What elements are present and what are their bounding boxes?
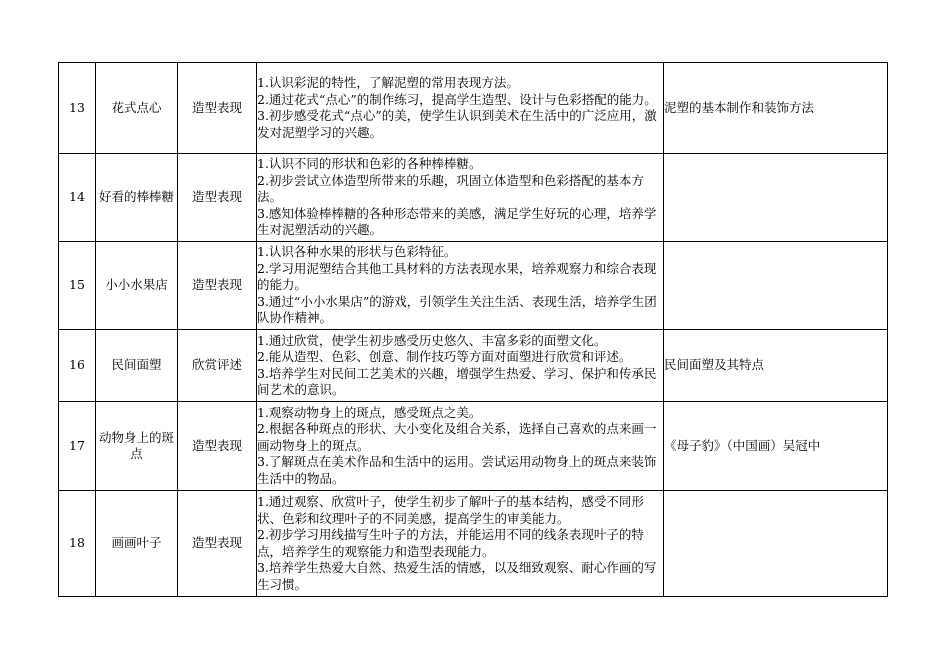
lesson-title: 花式点心	[96, 63, 178, 154]
lesson-number: 18	[59, 491, 96, 597]
lesson-number: 16	[59, 330, 96, 402]
lesson-notes: 泥塑的基本制作和装饰方法	[664, 63, 888, 154]
goal-item: 2.通过花式“点心”的制作练习，提高学生造型、设计与色彩搭配的能力。	[257, 91, 657, 107]
goal-item: 1.认识彩泥的特性，了解泥塑的常用表现方法。	[257, 75, 519, 90]
goal-item: 1.通过观察、欣赏叶子，使学生初步了解叶子的基本结构，感受不同形状、色彩和纹理叶子的不同美感，提高学生的审美能力。	[257, 494, 644, 526]
lesson-notes	[664, 154, 888, 242]
lesson-goals	[257, 242, 664, 330]
table-row	[59, 242, 888, 330]
goal-item: 1.认识各种水果的形状与色彩特征。	[257, 244, 457, 260]
lesson-type: 造型表现	[178, 402, 257, 491]
lesson-title: 民间面塑	[96, 330, 178, 402]
lesson-goals	[257, 402, 664, 491]
lesson-goals	[257, 63, 664, 154]
lesson-notes	[664, 242, 888, 330]
lesson-table	[58, 62, 888, 597]
lesson-title: 动物身上的斑点	[96, 402, 178, 491]
lesson-notes: 民间面塑及其特点	[664, 330, 888, 402]
goal-item: 2.能从造型、色彩、创意、制作技巧等方面对面塑进行欣赏和评述。	[257, 349, 632, 364]
lesson-number: 15	[59, 242, 96, 330]
lesson-title: 好看的棒棒糖	[96, 154, 178, 242]
lesson-type: 造型表现	[178, 63, 257, 154]
goal-item: 1.通过欣赏，使学生初步感受历史悠久、丰富多彩的面塑文化。	[257, 332, 607, 348]
goal-item: 1.观察动物身上的斑点，感受斑点之美。	[257, 404, 482, 420]
table-row	[59, 402, 888, 491]
goal-item: 3.通过“小小水果店”的游戏，引领学生关注生活、表现生活，培养学生团队协作精神。	[257, 293, 657, 326]
goal-item: 1.认识不同的形状和色彩的各种棒棒糖。	[257, 156, 482, 172]
goal-item: 3.感知体验棒棒糖的各种形态带来的美感，满足学生好玩的心理，培养学生对泥塑活动的兴趣。	[257, 205, 657, 238]
goal-item: 3.培养学生对民间工艺美术的兴趣，增强学生热爱、学习、保护和传承民间艺术的意识。	[257, 365, 657, 397]
table-row	[59, 154, 888, 242]
lesson-goals	[257, 330, 664, 402]
lesson-title: 画画叶子	[96, 491, 178, 597]
goal-item: 3.了解斑点在美术作品和生活中的运用。尝试运用动物身上的斑点来装饰生活中的物品。	[257, 454, 657, 486]
lesson-number: 17	[59, 402, 96, 491]
goal-item: 2.初步尝试立体造型所带来的乐趣，巩固立体造型和色彩搭配的基本方法。	[257, 172, 644, 205]
lesson-title: 小小水果店	[96, 242, 178, 330]
lesson-type: 造型表现	[178, 491, 257, 597]
lesson-goals	[257, 154, 664, 242]
lesson-goals	[257, 491, 664, 597]
lesson-type: 欣赏评述	[178, 330, 257, 402]
lesson-type: 造型表现	[178, 242, 257, 330]
lesson-number: 14	[59, 154, 96, 242]
goal-item: 2.根据各种斑点的形状、大小变化及组合关系，选择自己喜欢的点来画一画动物身上的斑点。	[257, 421, 657, 453]
goal-item: 2.学习用泥塑结合其他工具材料的方法表现水果，培养观察力和综合表现的能力。	[257, 260, 657, 293]
goal-item: 3.初步感受花式“点心”的美，使学生认识到美术在生活中的广泛应用，激发对泥塑学习的兴趣。	[257, 108, 657, 140]
table-row	[59, 491, 888, 597]
lesson-type: 造型表现	[178, 154, 257, 242]
lesson-notes: 《母子豹》（中国画）吴冠中	[664, 402, 888, 491]
table-row	[59, 63, 888, 154]
goal-item: 2.初步学习用线描写生叶子的方法，并能运用不同的线条表现叶子的特点，培养学生的观察能力和造型表现能力。	[257, 527, 644, 559]
lesson-number: 13	[59, 63, 96, 154]
table-row	[59, 330, 888, 402]
lesson-notes	[664, 491, 888, 597]
goal-item: 3.培养学生热爱大自然、热爱生活的情感，以及细致观察、耐心作画的写生习惯。	[257, 560, 657, 592]
